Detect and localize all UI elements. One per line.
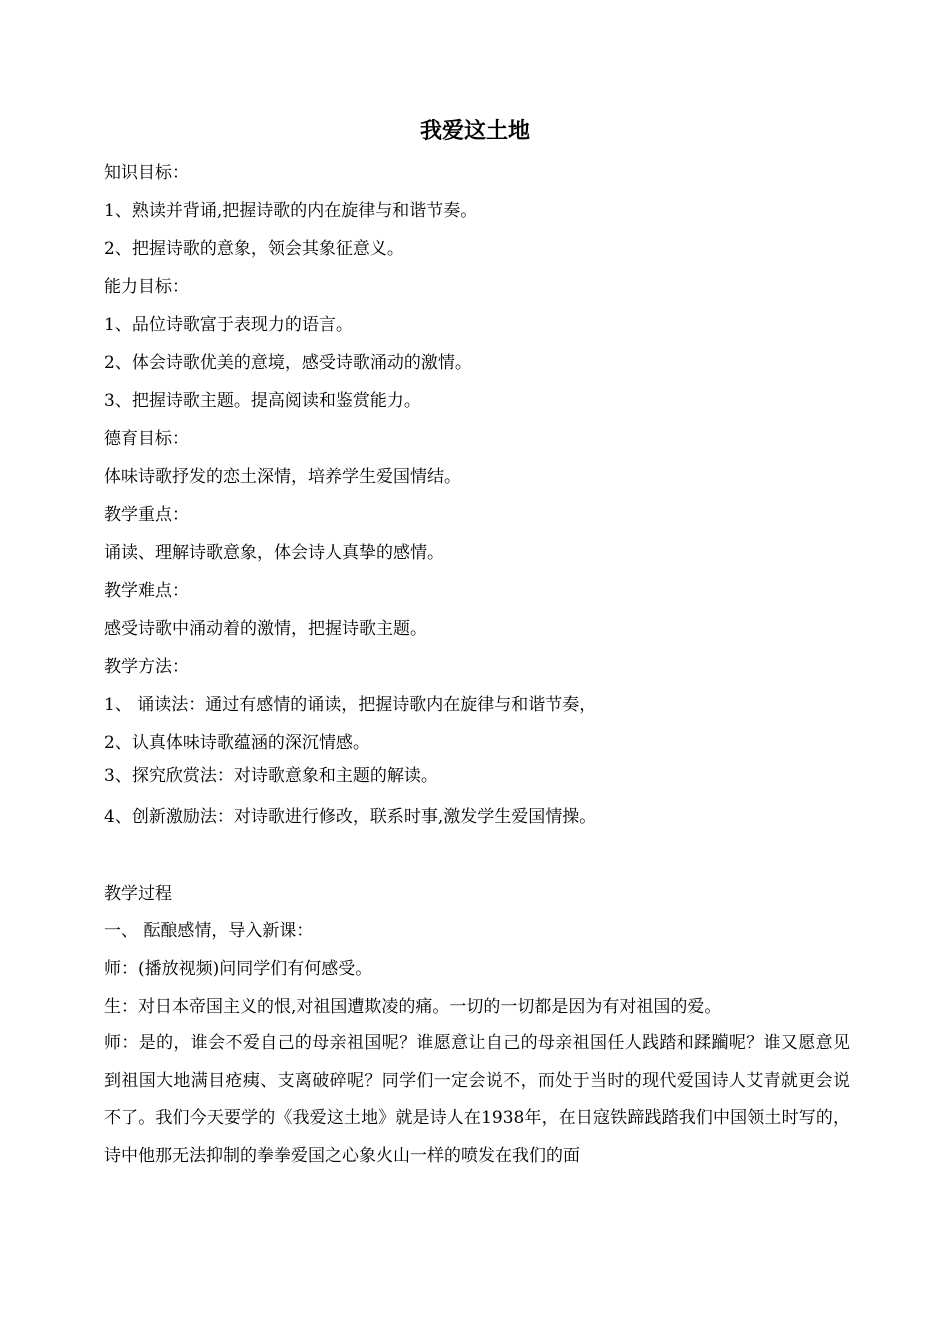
- section-heading-knowledge-goals: 知识目标：: [104, 163, 189, 183]
- section-heading-moral-goals: 德育目标：: [104, 429, 189, 449]
- dialogue-student-1: 生：对日本帝国主义的恨,对祖国遭欺凌的痛。一切的一切都是因为有对祖国的爱。: [104, 997, 722, 1017]
- difficulty: 感受诗歌中涌动着的激情，把握诗歌主题。: [104, 619, 427, 639]
- method-2: 2、认真体味诗歌蕴涵的深沉情感。: [104, 733, 370, 753]
- knowledge-goal-1: 1、熟读并背诵,把握诗歌的内在旋律与和谐节奏。: [104, 201, 478, 221]
- document-title: 我爱这土地: [419, 118, 530, 144]
- method-4: 4、创新激励法：对诗歌进行修改，联系时事,激发学生爱国情操。: [104, 807, 597, 827]
- method-3: 3、探究欣赏法：对诗歌意象和主题的解读。: [104, 766, 438, 786]
- ability-goal-2: 2、体会诗歌优美的意境，感受诗歌涌动的激情。: [104, 353, 472, 373]
- section-heading-ability-goals: 能力目标：: [104, 277, 189, 297]
- process-step-1-heading: 一、 酝酿感情，导入新课：: [104, 921, 314, 941]
- dialogue-teacher-2-paragraph: 师：是的，谁会不爱自己的母亲祖国呢？谁愿意让自己的母亲祖国任人践踏和蹂躏呢？谁又愿意见到祖国大地满目疮痍、支离破碎呢？同学们一定会说不，而处于当时的现代爱国诗人艾青就更会说不了。我们今天要学的《我爱这土地》就是诗人在1938年，在日寇铁蹄践踏我们中国领土时写的，诗中他那无法抑制的拳拳爱国之心象火山一样的喷发在我们的面: [104, 1033, 850, 1166]
- ability-goal-1: 1、品位诗歌富于表现力的语言。: [104, 315, 353, 335]
- section-heading-methods: 教学方法：: [104, 657, 189, 677]
- method-1: 1、 诵读法：通过有感情的诵读，把握诗歌内在旋律与和谐节奏，: [104, 695, 597, 715]
- dialogue-teacher-1: 师：(播放视频)问同学们有何感受。: [104, 959, 373, 979]
- knowledge-goal-2: 2、把握诗歌的意象，领会其象征意义。: [104, 239, 404, 259]
- ability-goal-3: 3、把握诗歌主题。提高阅读和鉴赏能力。: [104, 391, 421, 411]
- key-point: 诵读、理解诗歌意象，体会诗人真挚的感情。: [104, 543, 444, 563]
- section-heading-difficulties: 教学难点：: [104, 581, 189, 601]
- moral-goal: 体味诗歌抒发的恋土深情，培养学生爱国情结。: [104, 467, 461, 487]
- section-heading-key-points: 教学重点：: [104, 505, 189, 525]
- section-heading-process: 教学过程: [104, 884, 172, 904]
